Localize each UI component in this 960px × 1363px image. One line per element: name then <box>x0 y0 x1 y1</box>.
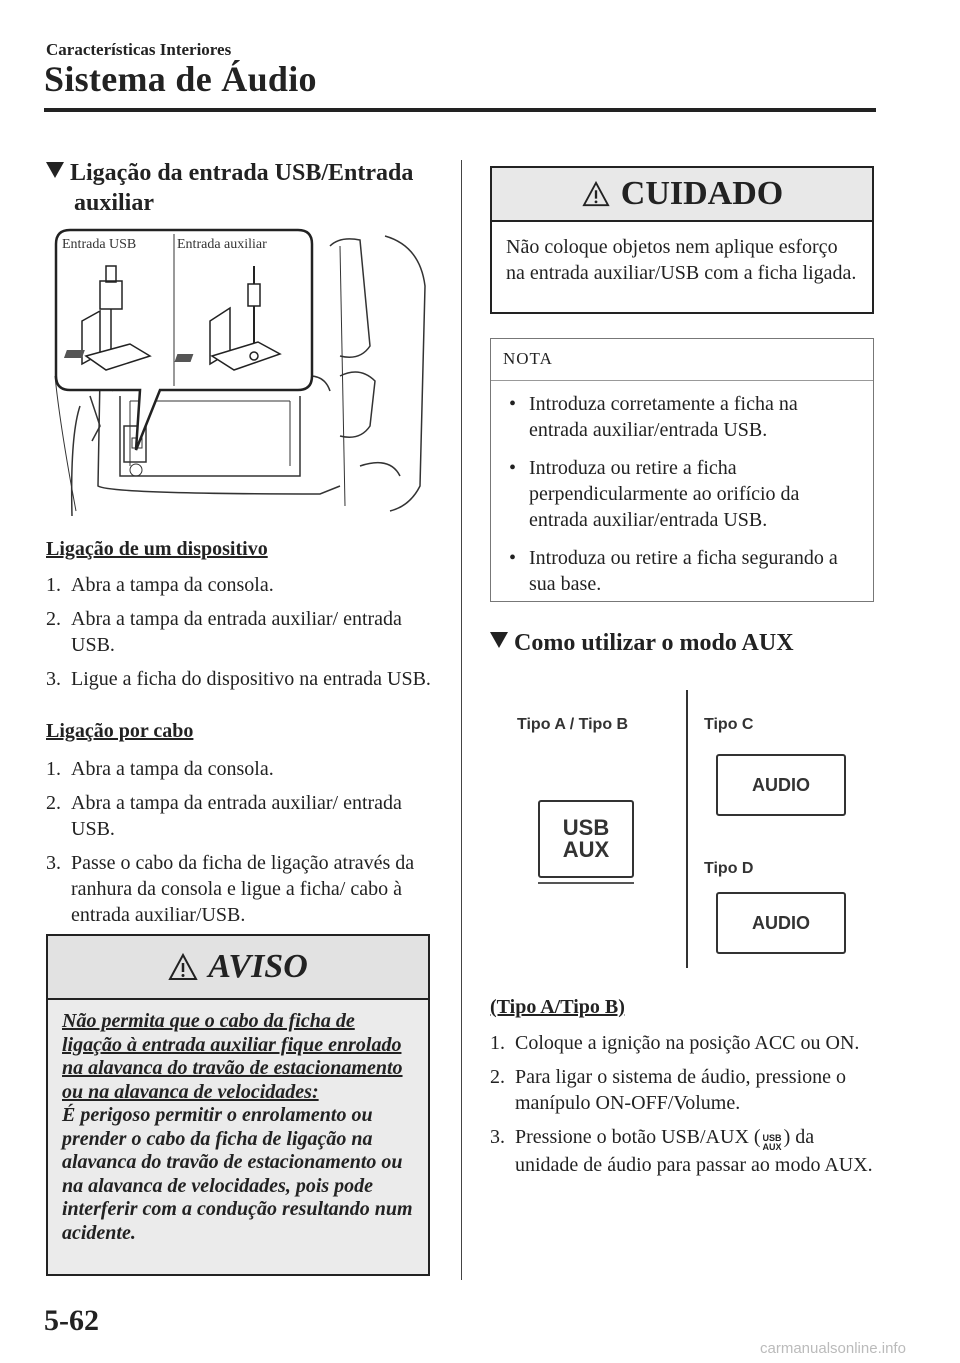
warning-label: AVISO <box>208 948 308 985</box>
cable-subhead: Ligação por cabo <box>46 720 194 742</box>
list-item: 1. Abra a tampa da consola. <box>46 574 274 596</box>
list-item: 2. Para ligar o sistema de áudio, pressione o manípulo ON-OFF/Volume. <box>490 1066 847 1114</box>
note-label: NOTA <box>491 339 873 381</box>
list-item: 3. Ligue a ficha do dispositivo na entrada USB. <box>46 668 431 690</box>
warning-box <box>46 934 430 1276</box>
usb-input-label: Entrada USB <box>62 237 137 252</box>
panel-divider <box>686 690 688 968</box>
column-divider <box>461 160 462 1280</box>
device-steps <box>46 572 446 700</box>
aux-input-label: Entrada auxiliar <box>177 237 267 252</box>
warning-triangle-icon <box>581 179 611 209</box>
title-rule <box>44 108 876 112</box>
section-label: Características Interiores <box>46 40 232 59</box>
cable-steps <box>46 756 446 936</box>
caution-header <box>492 168 872 222</box>
list-item: 1. Abra a tampa da consola. <box>46 758 274 780</box>
list-item: • Introduza ou retire a ficha segurando a sua base. <box>509 547 838 595</box>
heading-line-1: Ligação da entrada USB/Entrada <box>70 160 414 186</box>
caution-text: Não coloque objetos nem aplique esforço na entrada auxiliar/USB com a ficha ligada. <box>506 236 857 284</box>
list-item: 2. Abra a tampa da entrada auxiliar/ entrada USB. <box>46 792 402 840</box>
note-list <box>491 381 873 619</box>
audio-button-type-c: AUDIO <box>716 754 846 816</box>
console-illustration <box>40 226 440 522</box>
warning-body: É perigoso permitir o enrolamento ou prender o cabo da ficha de ligação na alavanca do travão de estacionamento ou na alavanca de velocidades, pois pode interferir com a condução resultando num acidente. <box>62 1104 413 1244</box>
aux-mode-heading: Como utilizar o modo AUX <box>490 628 794 658</box>
warning-underlined: Não permita que o cabo da ficha de ligação à entrada auxiliar fique enrolado na alavanca do travão de estacionamento ou na alavanca de velocidades: <box>62 1010 403 1103</box>
list-item: 3. Passe o cabo da ficha de ligação através da ranhura da consola e ligue a ficha/ cabo à entrada auxiliar/USB. <box>46 852 415 926</box>
warning-triangle-icon <box>168 952 198 982</box>
list-item: 1. Coloque a ignição na posição ACC ou ON. <box>490 1032 860 1054</box>
aux-steps <box>490 1030 880 1186</box>
type-ab-label: Tipo A / Tipo B <box>517 716 629 733</box>
usb-aux-heading <box>46 158 413 218</box>
device-subhead: Ligação de um dispositivo <box>46 538 268 560</box>
page-title: Sistema de Áudio <box>44 59 317 99</box>
type-ab-subhead: (Tipo A/Tipo B) <box>490 996 625 1018</box>
triangle-bullet-icon <box>46 162 64 178</box>
heading-line-2: auxiliar <box>74 190 155 216</box>
caution-label: CUIDADO <box>620 175 784 212</box>
triangle-bullet-icon <box>490 632 508 648</box>
warning-text <box>48 1000 428 1255</box>
audio-button-type-d: AUDIO <box>716 892 846 954</box>
type-c-label: Tipo C <box>704 716 754 733</box>
list-item: • Introduza corretamente a ficha na entrada auxiliar/entrada USB. <box>509 393 798 441</box>
type-d-label: Tipo D <box>704 860 754 877</box>
page-number: 5-62 <box>44 1304 99 1337</box>
warning-header <box>48 936 428 1000</box>
note-box <box>490 338 874 602</box>
usb-aux-button: USB AUX <box>538 800 634 878</box>
list-item: 3. Pressione o botão USB/AUX ( USB AUX ) da unidade de áudio para passar ao modo AUX. <box>490 1126 873 1176</box>
caution-box <box>490 166 874 314</box>
watermark: carmanualsonline.info <box>760 1340 906 1357</box>
usb-aux-inline-icon: USB AUX <box>762 1133 782 1152</box>
list-item: 2. Abra a tampa da entrada auxiliar/ entrada USB. <box>46 608 402 656</box>
list-item: • Introduza ou retire a ficha perpendicularmente ao orifício da entrada auxiliar/entrada USB. <box>509 457 800 531</box>
